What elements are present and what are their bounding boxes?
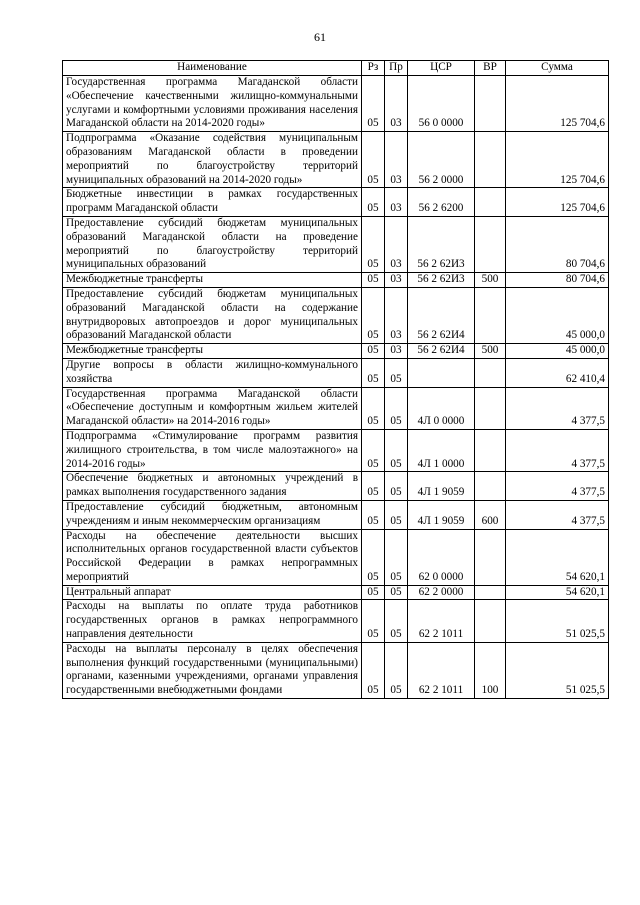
cell-rz: 05 [362,358,385,387]
cell-name: Подпрограмма «Стимулирование программ развития жилищного строительства, в том числе малоэтажного» на 2014-2016 годы» [63,429,362,471]
cell-pr: 03 [385,188,408,217]
cell-rz: 05 [362,387,385,429]
cell-name: Межбюджетные трансферты [63,273,362,288]
cell-vr [475,429,506,471]
cell-pr: 03 [385,344,408,359]
cell-rz: 05 [362,585,385,600]
cell-pr: 03 [385,76,408,132]
table-row [63,529,609,585]
cell-sum: 45 000,0 [506,287,609,343]
cell-name: Предоставление субсидий бюджетам муниципальных образований Магаданской области на проведение мероприятий по благоустройству территорий муниципальных образований [63,216,362,272]
cell-pr: 05 [385,585,408,600]
cell-vr: 600 [475,500,506,529]
cell-name: Государственная программа Магаданской области «Обеспечение качественными жилищно-коммунальными услугами и комфортными условиями проживания населения Магаданской области на 2014-2020 годы» [63,76,362,132]
cell-name: Расходы на обеспечение деятельности высших исполнительных органов государственной власти субъектов Российской Федерации в рамках непрограммных мероприятий [63,529,362,585]
cell-vr: 100 [475,642,506,698]
cell-rz: 05 [362,472,385,501]
cell-csr: 56 2 62И3 [408,216,475,272]
cell-rz: 05 [362,216,385,272]
cell-name: Расходы на выплаты по оплате труда работников государственных органов в рамках непрограммного направления деятельности [63,600,362,642]
cell-pr: 05 [385,429,408,471]
cell-csr: 4Л 1 9059 [408,500,475,529]
cell-rz: 05 [362,500,385,529]
header-rz: Рз [362,61,385,76]
header-csr: ЦСР [408,61,475,76]
cell-rz: 05 [362,287,385,343]
table-row [63,585,609,600]
table-row [63,273,609,288]
table-row [63,358,609,387]
cell-csr: 62 0 0000 [408,529,475,585]
cell-name: Другие вопросы в области жилищно-коммунального хозяйства [63,358,362,387]
cell-vr [475,358,506,387]
cell-pr: 05 [385,600,408,642]
cell-vr: 500 [475,344,506,359]
table-row [63,287,609,343]
cell-sum: 80 704,6 [506,273,609,288]
cell-csr: 56 2 62И3 [408,273,475,288]
cell-rz: 05 [362,529,385,585]
cell-pr: 05 [385,500,408,529]
cell-csr: 62 2 0000 [408,585,475,600]
cell-name: Обеспечение бюджетных и автономных учреждений в рамках выполнения государственного задания [63,472,362,501]
cell-vr [475,529,506,585]
table-body [63,76,609,699]
table-row [63,188,609,217]
cell-csr: 62 2 1011 [408,600,475,642]
cell-pr: 03 [385,132,408,188]
cell-csr: 4Л 0 0000 [408,387,475,429]
cell-csr: 56 2 6200 [408,188,475,217]
cell-vr [475,472,506,501]
cell-sum: 4 377,5 [506,500,609,529]
cell-csr: 56 2 62И4 [408,287,475,343]
cell-sum: 4 377,5 [506,387,609,429]
cell-sum: 54 620,1 [506,529,609,585]
header-vr: ВР [475,61,506,76]
table-header-row [63,61,609,76]
cell-sum: 80 704,6 [506,216,609,272]
cell-rz: 05 [362,76,385,132]
cell-rz: 05 [362,132,385,188]
table-row [63,500,609,529]
cell-pr: 05 [385,472,408,501]
cell-pr: 05 [385,529,408,585]
cell-name: Бюджетные инвестиции в рамках государственных программ Магаданской области [63,188,362,217]
cell-csr: 4Л 1 9059 [408,472,475,501]
cell-name: Подпрограмма «Оказание содействия муниципальным образованиям Магаданской области в проведении мероприятий по благоустройству территорий муниципальных образований на 2014-2020 годы» [63,132,362,188]
cell-rz: 05 [362,429,385,471]
table-row [63,344,609,359]
cell-rz: 05 [362,188,385,217]
header-name: Наименование [63,61,362,76]
cell-csr: 62 2 1011 [408,642,475,698]
header-sum: Сумма [506,61,609,76]
cell-rz: 05 [362,273,385,288]
cell-rz: 05 [362,344,385,359]
cell-sum: 125 704,6 [506,76,609,132]
table-row [63,216,609,272]
cell-sum: 4 377,5 [506,472,609,501]
cell-rz: 05 [362,600,385,642]
cell-pr: 05 [385,358,408,387]
cell-vr [475,76,506,132]
cell-sum: 51 025,5 [506,642,609,698]
page-number: 61 [314,30,326,44]
cell-name: Предоставление субсидий бюджетам муниципальных образований Магаданской области на содержание внутридворовых автопроездов и дорог муниципальных образований Магаданской области [63,287,362,343]
table-row [63,132,609,188]
cell-name: Центральный аппарат [63,585,362,600]
cell-vr [475,585,506,600]
cell-sum: 4 377,5 [506,429,609,471]
cell-name: Предоставление субсидий бюджетным, автономным учреждениям и иным некоммерческим организациям [63,500,362,529]
header-pr: Пр [385,61,408,76]
cell-csr: 56 0 0000 [408,76,475,132]
cell-sum: 62 410,4 [506,358,609,387]
table-row [63,429,609,471]
cell-pr: 05 [385,642,408,698]
cell-csr [408,358,475,387]
cell-name: Межбюджетные трансферты [63,344,362,359]
cell-csr: 56 2 0000 [408,132,475,188]
cell-rz: 05 [362,642,385,698]
cell-pr: 03 [385,273,408,288]
cell-vr [475,132,506,188]
cell-sum: 54 620,1 [506,585,609,600]
table-row [63,76,609,132]
cell-vr [475,387,506,429]
table-row [63,387,609,429]
budget-table [62,60,609,699]
cell-pr: 03 [385,287,408,343]
table-row [63,600,609,642]
cell-vr [475,600,506,642]
cell-sum: 45 000,0 [506,344,609,359]
cell-pr: 05 [385,387,408,429]
cell-name: Государственная программа Магаданской области «Обеспечение доступным и комфортным жильем жителей Магаданской области» на 2014-2016 годы» [63,387,362,429]
table-row [63,472,609,501]
cell-sum: 51 025,5 [506,600,609,642]
cell-csr: 4Л 1 0000 [408,429,475,471]
cell-csr: 56 2 62И4 [408,344,475,359]
cell-sum: 125 704,6 [506,132,609,188]
cell-vr: 500 [475,273,506,288]
cell-vr [475,287,506,343]
cell-pr: 03 [385,216,408,272]
cell-vr [475,188,506,217]
cell-sum: 125 704,6 [506,188,609,217]
table-row [63,642,609,698]
cell-name: Расходы на выплаты персоналу в целях обеспечения выполнения функций государственными (муниципальными) органами, казенными учреждениями, органами управления государственными внебюджетными фондами [63,642,362,698]
cell-vr [475,216,506,272]
